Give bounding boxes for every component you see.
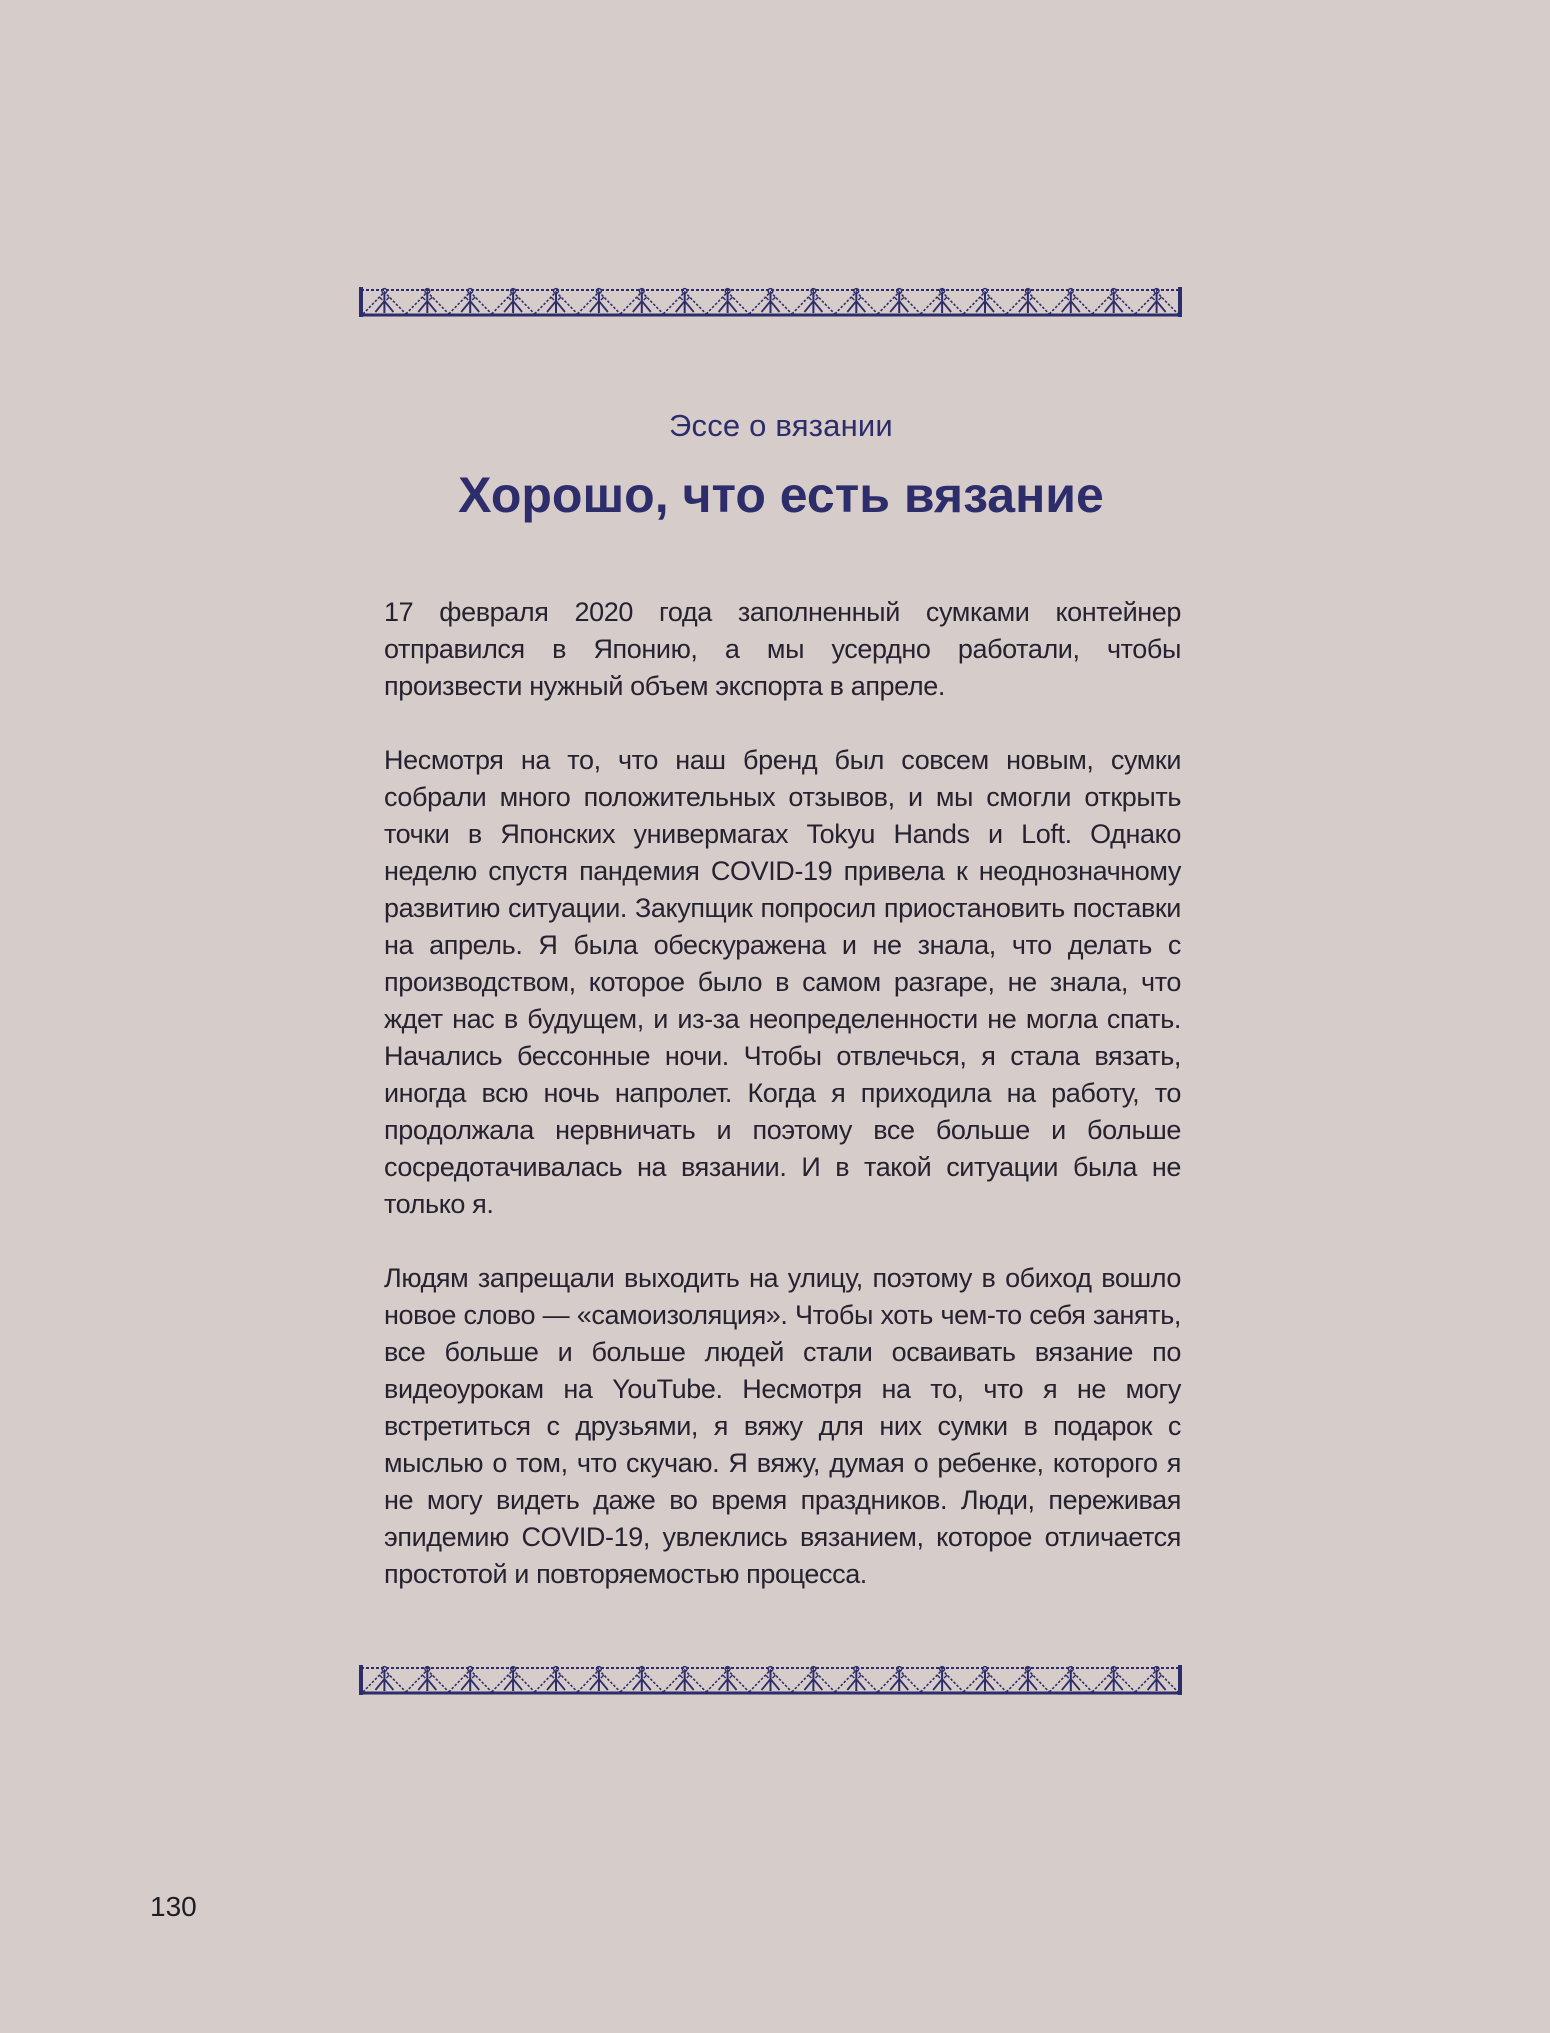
paragraph-2: Несмотря на то, что наш бренд был совсем новым, сумки собрали много положительных отзывов, и мы смогли открыть точки в Японских универмагах Tokyu Hands и Loft. Однако неделю спустя пандемия COVID-19 привела к неоднозначному развитию ситуации. Закупщик попросил приостановить поставки на апрель. Я была обескуражена и не знала, что делать с производством, которое было в самом разгаре, не знала, что ждет нас в будущем, и из-за неопределенности не могла спать. Начались бессонные ночи. Чтобы отвлечься, я стала вязать, иногда всю ночь напролет. Когда я приходила на работу, то продолжала нервничать и поэтому все больше и больше сосредотачивалась на вязании. И в такой ситуации была не только я. bbox=[384, 745, 1181, 1219]
essay-kicker: Эссе о вязании bbox=[669, 408, 893, 443]
paragraph-3: Людям запрещали выходить на улицу, поэтому в обиход вошло новое слово — «самоизоляция». Чтобы хоть чем-то себя занять, все больше и больше людей стали осваивать вязание по видеоурокам на YouTube. Несмотря на то, что я не могу встретиться с друзьями, я вяжу для них сумки в подарок с мыслью о том, что скучаю. Я вяжу, думая о ребенке, которого я не могу видеть даже во время праздников. Люди, переживая эпидемию COVID-19, увлеклись вязанием, которое отличается простотой и повторяемостью процесса. bbox=[384, 1263, 1181, 1589]
paragraph-1: 17 февраля 2020 года заполненный сумками контейнер отправился в Японию, а мы усердно работали, чтобы произвести нужный объем экспорта в апреле. bbox=[384, 597, 1181, 701]
crochet-border-bottom-icon bbox=[359, 1663, 1182, 1697]
page-number: 130 bbox=[150, 1891, 197, 1922]
essay-body bbox=[384, 594, 1181, 1630]
crochet-border-top-icon bbox=[359, 285, 1182, 319]
page-title: Хорошо, что есть вязание bbox=[458, 467, 1104, 523]
